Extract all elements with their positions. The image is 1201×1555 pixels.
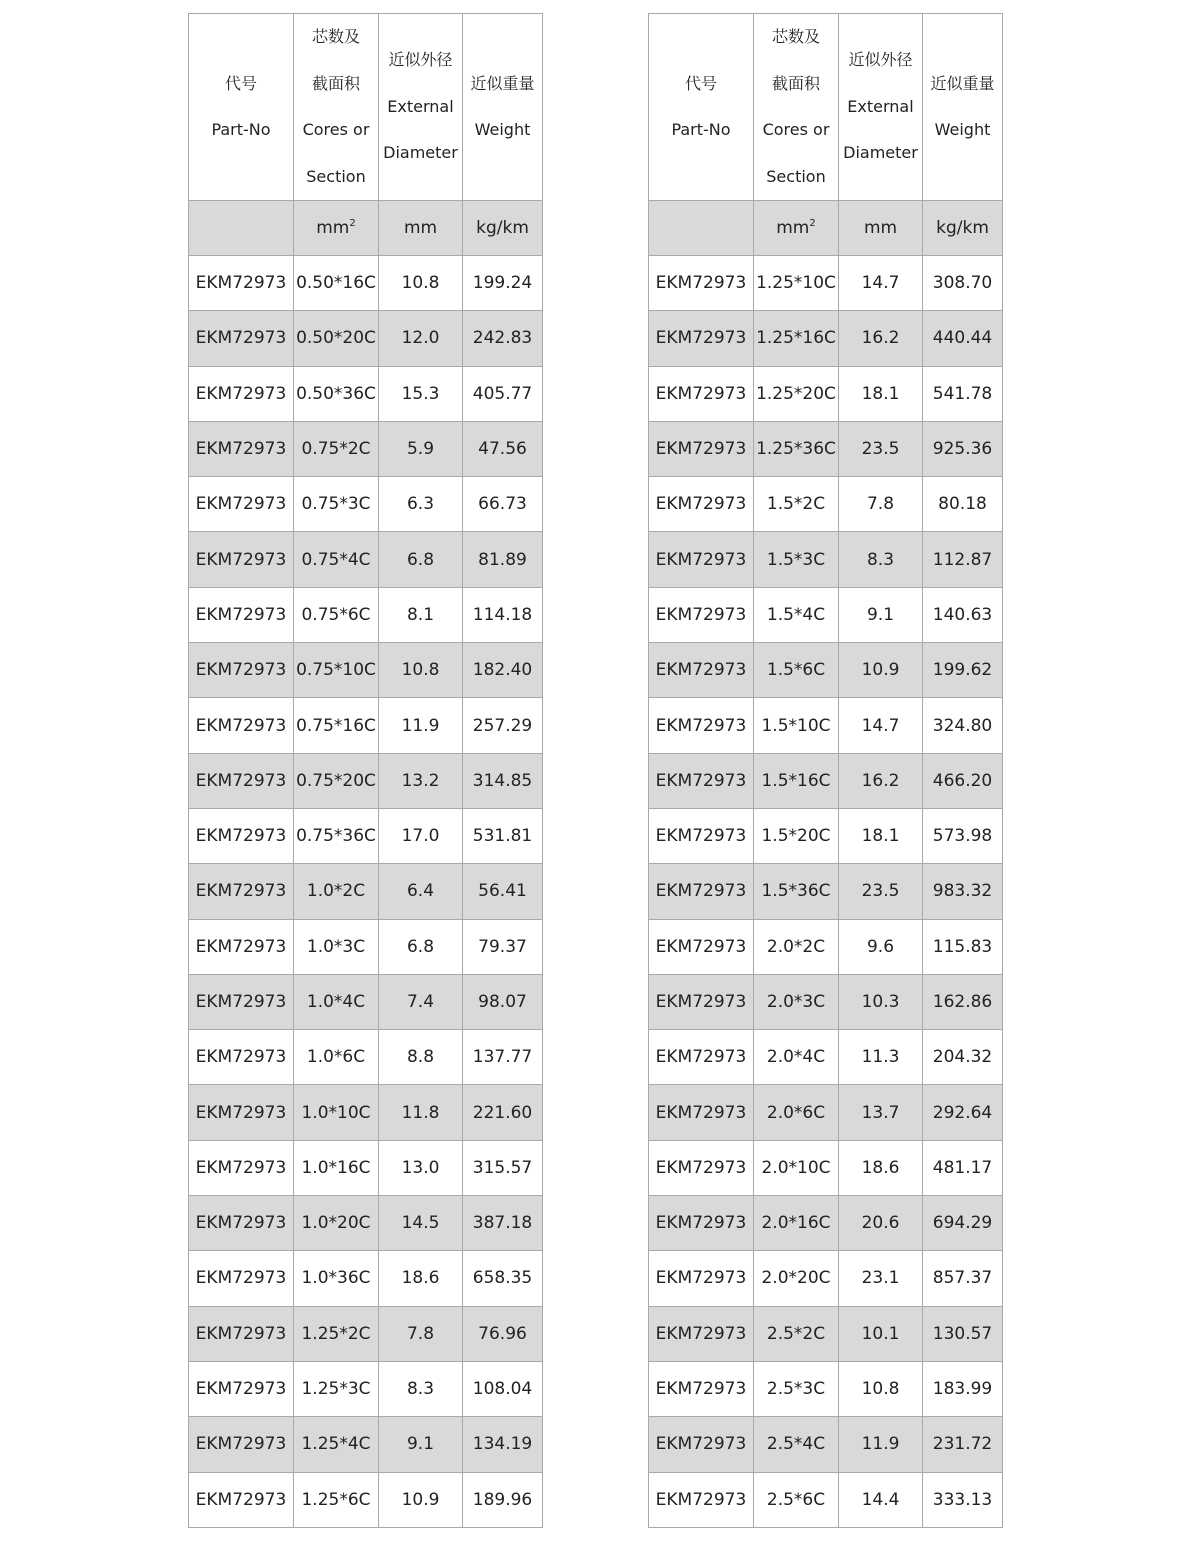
cell-diameter: 12.0 [379, 311, 463, 366]
table-row [649, 1085, 1003, 1140]
cell-diameter: 23.1 [839, 1251, 923, 1306]
cell-weight: 658.35 [463, 1251, 543, 1306]
table-row [649, 698, 1003, 753]
cell-part-no: EKM72973 [189, 1417, 294, 1472]
cell-weight: 140.63 [923, 587, 1003, 642]
cell-cores-section: 1.0*20C [294, 1196, 379, 1251]
units-row [189, 201, 543, 256]
cell-cores-section: 1.5*4C [754, 587, 839, 642]
cell-diameter: 10.8 [379, 643, 463, 698]
cell-part-no: EKM72973 [649, 753, 754, 808]
cell-cores-section: 0.75*10C [294, 643, 379, 698]
cell-diameter: 16.2 [839, 311, 923, 366]
cell-part-no: EKM72973 [189, 1140, 294, 1195]
cell-part-no: EKM72973 [189, 532, 294, 587]
header-external-diameter: 近似外径 External Diameter [379, 14, 463, 201]
cell-part-no: EKM72973 [189, 1361, 294, 1416]
cell-cores-section: 1.0*16C [294, 1140, 379, 1195]
cell-weight: 541.78 [923, 366, 1003, 421]
cell-cores-section: 1.25*2C [294, 1306, 379, 1361]
table-row [649, 1140, 1003, 1195]
cell-diameter: 9.1 [839, 587, 923, 642]
table-row [189, 1085, 543, 1140]
cell-weight: 162.86 [923, 974, 1003, 1029]
table-row [189, 477, 543, 532]
cell-part-no: EKM72973 [649, 1251, 754, 1306]
cell-diameter: 8.8 [379, 1030, 463, 1085]
cell-weight: 114.18 [463, 587, 543, 642]
cell-cores-section: 1.25*4C [294, 1417, 379, 1472]
cell-cores-section: 1.0*10C [294, 1085, 379, 1140]
cell-weight: 137.77 [463, 1030, 543, 1085]
table-row [189, 1417, 543, 1472]
cell-weight: 324.80 [923, 698, 1003, 753]
cell-part-no: EKM72973 [649, 919, 754, 974]
cell-diameter: 5.9 [379, 421, 463, 476]
table-row [189, 753, 543, 808]
cell-cores-section: 1.0*4C [294, 974, 379, 1029]
cell-cores-section: 1.25*10C [754, 256, 839, 311]
cell-diameter: 11.8 [379, 1085, 463, 1140]
cell-diameter: 18.6 [839, 1140, 923, 1195]
cell-part-no: EKM72973 [649, 1030, 754, 1085]
table-row [649, 1361, 1003, 1416]
table-row [649, 532, 1003, 587]
cell-weight: 112.87 [923, 532, 1003, 587]
cell-part-no: EKM72973 [189, 1472, 294, 1527]
cell-part-no: EKM72973 [189, 919, 294, 974]
cell-diameter: 14.4 [839, 1472, 923, 1527]
cell-weight: 308.70 [923, 256, 1003, 311]
cell-diameter: 7.8 [839, 477, 923, 532]
cell-part-no: EKM72973 [649, 1417, 754, 1472]
cell-weight: 387.18 [463, 1196, 543, 1251]
table-row [189, 1196, 543, 1251]
cell-weight: 66.73 [463, 477, 543, 532]
cell-part-no: EKM72973 [189, 366, 294, 421]
table-row [649, 919, 1003, 974]
cell-weight: 292.64 [923, 1085, 1003, 1140]
table-row [649, 808, 1003, 863]
cell-weight: 315.57 [463, 1140, 543, 1195]
header-cores-section: 芯数及 截面积 Cores or Section [754, 14, 839, 201]
header-cores-section: 芯数及 截面积 Cores or Section [294, 14, 379, 201]
cell-diameter: 10.8 [379, 256, 463, 311]
cell-diameter: 11.9 [379, 698, 463, 753]
table-row [649, 864, 1003, 919]
table-row [649, 366, 1003, 421]
cell-weight: 257.29 [463, 698, 543, 753]
cell-part-no: EKM72973 [649, 1361, 754, 1416]
cell-cores-section: 2.5*3C [754, 1361, 839, 1416]
cell-diameter: 9.1 [379, 1417, 463, 1472]
cell-weight: 130.57 [923, 1306, 1003, 1361]
cell-weight: 56.41 [463, 864, 543, 919]
cell-part-no: EKM72973 [189, 864, 294, 919]
cell-diameter: 23.5 [839, 864, 923, 919]
table-row [189, 587, 543, 642]
cell-part-no: EKM72973 [189, 1196, 294, 1251]
cell-diameter: 6.8 [379, 532, 463, 587]
cell-part-no: EKM72973 [649, 421, 754, 476]
units-row [649, 201, 1003, 256]
cell-part-no: EKM72973 [189, 1251, 294, 1306]
cell-cores-section: 1.25*3C [294, 1361, 379, 1416]
cell-diameter: 6.4 [379, 864, 463, 919]
cell-cores-section: 1.5*16C [754, 753, 839, 808]
cell-diameter: 10.3 [839, 974, 923, 1029]
cell-diameter: 10.9 [839, 643, 923, 698]
cell-cores-section: 0.75*16C [294, 698, 379, 753]
cell-part-no: EKM72973 [649, 477, 754, 532]
cell-weight: 80.18 [923, 477, 1003, 532]
cell-weight: 79.37 [463, 919, 543, 974]
cell-diameter: 18.6 [379, 1251, 463, 1306]
unit-weight: kg/km [463, 201, 543, 256]
table-row [189, 1140, 543, 1195]
cell-cores-section: 2.5*2C [754, 1306, 839, 1361]
cell-cores-section: 0.75*2C [294, 421, 379, 476]
cell-weight: 531.81 [463, 808, 543, 863]
cell-diameter: 7.8 [379, 1306, 463, 1361]
spec-table-right [648, 13, 1003, 1528]
cell-weight: 108.04 [463, 1361, 543, 1416]
cell-cores-section: 1.0*6C [294, 1030, 379, 1085]
cell-diameter: 6.3 [379, 477, 463, 532]
cell-part-no: EKM72973 [649, 256, 754, 311]
cell-diameter: 13.7 [839, 1085, 923, 1140]
cell-cores-section: 1.5*6C [754, 643, 839, 698]
cell-cores-section: 1.5*36C [754, 864, 839, 919]
unit-cores-section: $mm^2$ [294, 201, 379, 256]
header-part-no: 代号 Part-No [189, 14, 294, 201]
table-row [649, 1030, 1003, 1085]
cell-diameter: 14.5 [379, 1196, 463, 1251]
cell-diameter: 9.6 [839, 919, 923, 974]
cell-cores-section: 2.0*10C [754, 1140, 839, 1195]
cell-weight: 481.17 [923, 1140, 1003, 1195]
table-row [649, 421, 1003, 476]
unit-weight: kg/km [923, 201, 1003, 256]
cell-cores-section: 2.5*4C [754, 1417, 839, 1472]
unit-part-no [189, 201, 294, 256]
cell-weight: 183.99 [923, 1361, 1003, 1416]
table-row [189, 808, 543, 863]
header-weight: 近似重量 Weight [463, 14, 543, 201]
cell-part-no: EKM72973 [189, 421, 294, 476]
cell-part-no: EKM72973 [189, 698, 294, 753]
table-row [649, 1417, 1003, 1472]
table-row [189, 532, 543, 587]
cell-weight: 242.83 [463, 311, 543, 366]
cell-diameter: 14.7 [839, 256, 923, 311]
cell-part-no: EKM72973 [189, 1306, 294, 1361]
cell-diameter: 10.9 [379, 1472, 463, 1527]
cell-cores-section: 1.25*36C [754, 421, 839, 476]
cell-part-no: EKM72973 [189, 808, 294, 863]
cell-cores-section: 0.75*36C [294, 808, 379, 863]
table-row [189, 1030, 543, 1085]
cell-part-no: EKM72973 [189, 974, 294, 1029]
table-row [189, 311, 543, 366]
cell-weight: 98.07 [463, 974, 543, 1029]
cell-cores-section: 0.50*16C [294, 256, 379, 311]
cell-cores-section: 1.5*10C [754, 698, 839, 753]
cell-part-no: EKM72973 [649, 974, 754, 1029]
table-row [649, 1306, 1003, 1361]
cell-cores-section: 0.75*20C [294, 753, 379, 808]
table-row [649, 974, 1003, 1029]
cell-diameter: 16.2 [839, 753, 923, 808]
table-row [649, 753, 1003, 808]
table-row [189, 256, 543, 311]
cell-part-no: EKM72973 [189, 1085, 294, 1140]
cell-cores-section: 2.5*6C [754, 1472, 839, 1527]
cell-cores-section: 1.25*16C [754, 311, 839, 366]
cell-diameter: 13.2 [379, 753, 463, 808]
cell-weight: 134.19 [463, 1417, 543, 1472]
unit-diameter: mm [379, 201, 463, 256]
table-row [649, 1196, 1003, 1251]
cell-part-no: EKM72973 [189, 477, 294, 532]
cell-diameter: 7.4 [379, 974, 463, 1029]
cell-diameter: 10.1 [839, 1306, 923, 1361]
table-row [649, 1472, 1003, 1527]
cell-part-no: EKM72973 [649, 643, 754, 698]
cell-diameter: 23.5 [839, 421, 923, 476]
cell-part-no: EKM72973 [649, 808, 754, 863]
table-row [649, 477, 1003, 532]
cell-part-no: EKM72973 [189, 1030, 294, 1085]
cell-cores-section: 0.50*36C [294, 366, 379, 421]
cell-cores-section: 1.5*3C [754, 532, 839, 587]
cell-weight: 81.89 [463, 532, 543, 587]
cell-cores-section: 2.0*2C [754, 919, 839, 974]
cell-cores-section: 1.5*2C [754, 477, 839, 532]
cell-weight: 466.20 [923, 753, 1003, 808]
cell-part-no: EKM72973 [649, 1085, 754, 1140]
cell-diameter: 18.1 [839, 366, 923, 421]
cell-part-no: EKM72973 [649, 864, 754, 919]
cell-weight: 694.29 [923, 1196, 1003, 1251]
unit-part-no [649, 201, 754, 256]
cell-cores-section: 1.0*3C [294, 919, 379, 974]
cell-cores-section: 0.50*20C [294, 311, 379, 366]
cell-diameter: 14.7 [839, 698, 923, 753]
header-weight: 近似重量 Weight [923, 14, 1003, 201]
cell-diameter: 13.0 [379, 1140, 463, 1195]
cell-weight: 199.24 [463, 256, 543, 311]
table-row [189, 1251, 543, 1306]
cell-weight: 47.56 [463, 421, 543, 476]
cell-part-no: EKM72973 [649, 587, 754, 642]
table-row [189, 366, 543, 421]
cell-weight: 199.62 [923, 643, 1003, 698]
cell-diameter: 6.8 [379, 919, 463, 974]
cell-weight: 925.36 [923, 421, 1003, 476]
table-row [189, 698, 543, 753]
cell-cores-section: 0.75*4C [294, 532, 379, 587]
cell-diameter: 8.3 [839, 532, 923, 587]
cell-part-no: EKM72973 [189, 587, 294, 642]
cell-part-no: EKM72973 [649, 1140, 754, 1195]
cell-part-no: EKM72973 [189, 311, 294, 366]
cell-weight: 76.96 [463, 1306, 543, 1361]
cell-diameter: 11.9 [839, 1417, 923, 1472]
table-row [649, 587, 1003, 642]
cell-cores-section: 1.25*20C [754, 366, 839, 421]
cell-part-no: EKM72973 [649, 1306, 754, 1361]
cell-weight: 857.37 [923, 1251, 1003, 1306]
cell-cores-section: 2.0*6C [754, 1085, 839, 1140]
cell-weight: 115.83 [923, 919, 1003, 974]
cell-cores-section: 0.75*6C [294, 587, 379, 642]
cell-diameter: 17.0 [379, 808, 463, 863]
header-row [189, 14, 543, 201]
header-part-no: 代号 Part-No [649, 14, 754, 201]
cell-weight: 189.96 [463, 1472, 543, 1527]
table-row [649, 1251, 1003, 1306]
unit-diameter: mm [839, 201, 923, 256]
cell-part-no: EKM72973 [189, 256, 294, 311]
cell-cores-section: 1.0*2C [294, 864, 379, 919]
table-row [649, 256, 1003, 311]
cell-diameter: 11.3 [839, 1030, 923, 1085]
cell-weight: 231.72 [923, 1417, 1003, 1472]
cell-cores-section: 1.0*36C [294, 1251, 379, 1306]
cell-cores-section: 2.0*20C [754, 1251, 839, 1306]
cell-part-no: EKM72973 [649, 366, 754, 421]
cell-diameter: 20.6 [839, 1196, 923, 1251]
cell-part-no: EKM72973 [189, 643, 294, 698]
cell-cores-section: 2.0*3C [754, 974, 839, 1029]
cell-weight: 333.13 [923, 1472, 1003, 1527]
table-row [189, 1306, 543, 1361]
table-row [189, 864, 543, 919]
header-row [649, 14, 1003, 201]
table-row [189, 1472, 543, 1527]
table-row [189, 974, 543, 1029]
cell-weight: 573.98 [923, 808, 1003, 863]
spec-table-left [188, 13, 543, 1528]
cell-cores-section: 1.5*20C [754, 808, 839, 863]
cell-diameter: 15.3 [379, 366, 463, 421]
unit-cores-section: $mm^2$ [754, 201, 839, 256]
cell-weight: 204.32 [923, 1030, 1003, 1085]
table-row [189, 421, 543, 476]
cell-weight: 440.44 [923, 311, 1003, 366]
cell-part-no: EKM72973 [649, 1196, 754, 1251]
header-external-diameter: 近似外径 External Diameter [839, 14, 923, 201]
cell-cores-section: 2.0*16C [754, 1196, 839, 1251]
cell-weight: 405.77 [463, 366, 543, 421]
table-row [649, 311, 1003, 366]
table-row [649, 643, 1003, 698]
table-row [189, 919, 543, 974]
cell-part-no: EKM72973 [649, 1472, 754, 1527]
cell-part-no: EKM72973 [189, 753, 294, 808]
cell-cores-section: 0.75*3C [294, 477, 379, 532]
cell-weight: 983.32 [923, 864, 1003, 919]
cell-diameter: 8.1 [379, 587, 463, 642]
cell-part-no: EKM72973 [649, 311, 754, 366]
cell-cores-section: 1.25*6C [294, 1472, 379, 1527]
cell-cores-section: 2.0*4C [754, 1030, 839, 1085]
table-row [189, 643, 543, 698]
cell-weight: 221.60 [463, 1085, 543, 1140]
cell-part-no: EKM72973 [649, 532, 754, 587]
cell-diameter: 10.8 [839, 1361, 923, 1416]
table-row [189, 1361, 543, 1416]
cell-diameter: 8.3 [379, 1361, 463, 1416]
cell-weight: 182.40 [463, 643, 543, 698]
cell-weight: 314.85 [463, 753, 543, 808]
cell-diameter: 18.1 [839, 808, 923, 863]
cell-part-no: EKM72973 [649, 698, 754, 753]
